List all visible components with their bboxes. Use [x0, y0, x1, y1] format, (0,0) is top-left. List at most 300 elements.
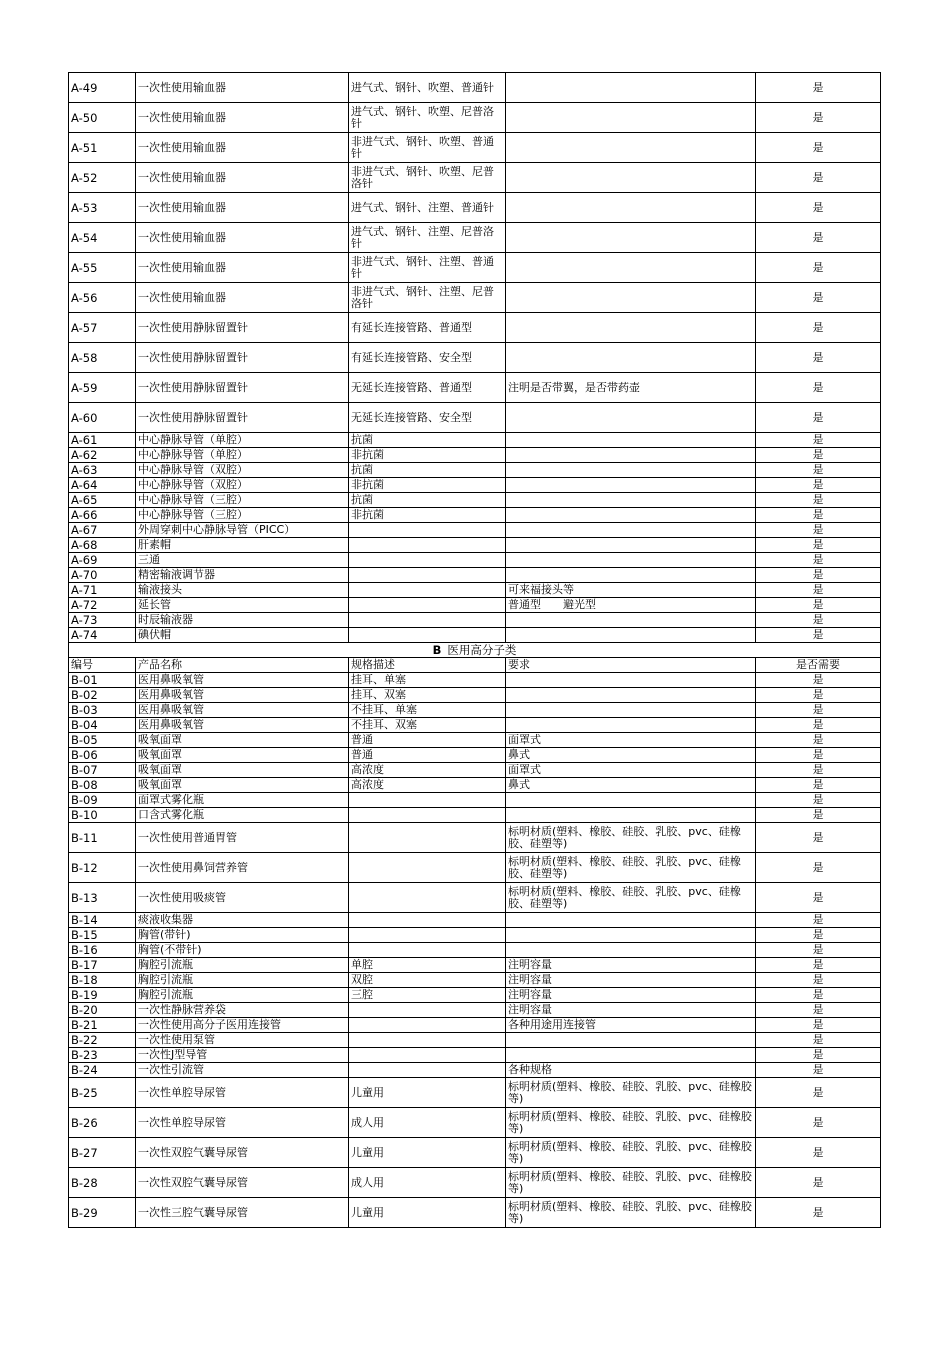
table-row — [69, 538, 881, 553]
row-code: A-69 — [69, 553, 136, 568]
table-row — [69, 343, 881, 373]
row-product-name: 一次性双腔气囊导尿管 — [136, 1168, 349, 1198]
table-row — [69, 253, 881, 283]
row-product-name: 中心静脉导管（三腔） — [136, 493, 349, 508]
row-requirement — [506, 928, 756, 943]
table-row — [69, 448, 881, 463]
row-spec — [349, 943, 506, 958]
section-code: B — [432, 643, 442, 657]
row-spec: 儿童用 — [349, 1138, 506, 1168]
header-req: 要求 — [506, 658, 756, 673]
row-code: A-65 — [69, 493, 136, 508]
table-row — [69, 133, 881, 163]
row-code: A-62 — [69, 448, 136, 463]
row-spec: 双腔 — [349, 973, 506, 988]
row-requirement: 标明材质(塑料、橡胶、硅胶、乳胶、pvc、硅橡胶等) — [506, 1078, 756, 1108]
table-row — [69, 373, 881, 403]
row-code: B-16 — [69, 943, 136, 958]
row-spec: 儿童用 — [349, 1198, 506, 1228]
row-code: B-08 — [69, 778, 136, 793]
table-row — [69, 523, 881, 538]
table-row — [69, 1063, 881, 1078]
row-code: A-58 — [69, 343, 136, 373]
row-needed: 是 — [756, 883, 881, 913]
row-requirement: 注明容量 — [506, 958, 756, 973]
row-requirement: 注明容量 — [506, 973, 756, 988]
table-row — [69, 613, 881, 628]
row-product-name: 输液接头 — [136, 583, 349, 598]
row-spec: 挂耳、双塞 — [349, 688, 506, 703]
table-row — [69, 958, 881, 973]
table-row — [69, 283, 881, 313]
row-spec: 非进气式、钢针、吹塑、尼普洛针 — [349, 163, 506, 193]
row-code: B-03 — [69, 703, 136, 718]
row-needed: 是 — [756, 253, 881, 283]
row-spec: 普通 — [349, 733, 506, 748]
row-needed: 是 — [756, 163, 881, 193]
row-product-name: 中心静脉导管（单腔） — [136, 448, 349, 463]
table-row — [69, 973, 881, 988]
row-code: B-15 — [69, 928, 136, 943]
row-spec: 非进气式、钢针、吹塑、普通针 — [349, 133, 506, 163]
row-product-name: 时辰输液器 — [136, 613, 349, 628]
row-requirement — [506, 403, 756, 433]
row-code: B-25 — [69, 1078, 136, 1108]
header-code: 编号 — [69, 658, 136, 673]
row-requirement: 鼻式 — [506, 748, 756, 763]
row-product-name: 一次性使用吸痰管 — [136, 883, 349, 913]
row-needed: 是 — [756, 538, 881, 553]
table-row — [69, 883, 881, 913]
row-needed: 是 — [756, 613, 881, 628]
row-code: A-59 — [69, 373, 136, 403]
row-code: B-14 — [69, 913, 136, 928]
table-row — [69, 748, 881, 763]
row-requirement — [506, 523, 756, 538]
row-code: A-70 — [69, 568, 136, 583]
row-product-name: 胸腔引流瓶 — [136, 988, 349, 1003]
row-requirement — [506, 568, 756, 583]
row-product-name: 一次性引流管 — [136, 1063, 349, 1078]
header-spec: 规格描述 — [349, 658, 506, 673]
row-requirement — [506, 628, 756, 643]
table-row — [69, 733, 881, 748]
row-product-name: 一次性使用输血器 — [136, 163, 349, 193]
row-needed: 是 — [756, 793, 881, 808]
row-requirement: 标明材质(塑料、橡胶、硅胶、乳胶、pvc、硅橡胶等) — [506, 1138, 756, 1168]
row-spec: 非进气式、钢针、注塑、普通针 — [349, 253, 506, 283]
row-spec — [349, 1033, 506, 1048]
row-code: A-54 — [69, 223, 136, 253]
row-spec — [349, 568, 506, 583]
row-code: B-13 — [69, 883, 136, 913]
row-code: B-18 — [69, 973, 136, 988]
row-code: A-53 — [69, 193, 136, 223]
row-product-name: 胸腔引流瓶 — [136, 958, 349, 973]
row-product-name: 一次性使用普通胃管 — [136, 823, 349, 853]
row-product-name: 吸氧面罩 — [136, 763, 349, 778]
row-code: B-20 — [69, 1003, 136, 1018]
row-spec — [349, 1003, 506, 1018]
row-needed: 是 — [756, 193, 881, 223]
row-product-name: 一次性双腔气囊导尿管 — [136, 1138, 349, 1168]
row-product-name: 医用鼻吸氧管 — [136, 703, 349, 718]
section-row — [69, 643, 881, 658]
table-row — [69, 463, 881, 478]
table-row — [69, 823, 881, 853]
table-row — [69, 568, 881, 583]
row-requirement — [506, 613, 756, 628]
row-spec — [349, 883, 506, 913]
row-needed: 是 — [756, 283, 881, 313]
row-code: B-19 — [69, 988, 136, 1003]
row-code: B-24 — [69, 1063, 136, 1078]
row-needed: 是 — [756, 568, 881, 583]
row-requirement: 可来福接头等 — [506, 583, 756, 598]
row-requirement — [506, 103, 756, 133]
table-row — [69, 553, 881, 568]
row-product-name: 肝素帽 — [136, 538, 349, 553]
row-requirement: 面罩式 — [506, 733, 756, 748]
row-needed: 是 — [756, 1078, 881, 1108]
row-needed: 是 — [756, 553, 881, 568]
row-requirement — [506, 313, 756, 343]
row-code: A-55 — [69, 253, 136, 283]
table-row — [69, 673, 881, 688]
row-spec: 非抗菌 — [349, 448, 506, 463]
section-b-block — [69, 643, 881, 673]
row-product-name: 胸管(带针) — [136, 928, 349, 943]
row-needed: 是 — [756, 853, 881, 883]
row-code: B-21 — [69, 1018, 136, 1033]
row-spec: 抗菌 — [349, 493, 506, 508]
row-product-name: 一次性使用输血器 — [136, 133, 349, 163]
table-row — [69, 943, 881, 958]
row-requirement — [506, 283, 756, 313]
row-needed: 是 — [756, 913, 881, 928]
row-needed: 是 — [756, 1168, 881, 1198]
row-needed: 是 — [756, 673, 881, 688]
row-product-name: 中心静脉导管（双腔） — [136, 478, 349, 493]
row-product-name: 精密输液调节器 — [136, 568, 349, 583]
row-product-name: 一次性使用高分子医用连接管 — [136, 1018, 349, 1033]
row-needed: 是 — [756, 748, 881, 763]
table-row — [69, 478, 881, 493]
row-spec: 不挂耳、双塞 — [349, 718, 506, 733]
row-requirement: 注明容量 — [506, 988, 756, 1003]
row-spec: 进气式、钢针、注塑、尼普洛针 — [349, 223, 506, 253]
row-spec: 成人用 — [349, 1168, 506, 1198]
row-requirement: 面罩式 — [506, 763, 756, 778]
row-product-name: 一次性使用输血器 — [136, 103, 349, 133]
row-product-name: 吸氧面罩 — [136, 748, 349, 763]
row-spec — [349, 613, 506, 628]
row-needed: 是 — [756, 463, 881, 478]
row-product-name: 吸氧面罩 — [136, 733, 349, 748]
row-code: A-49 — [69, 73, 136, 103]
row-needed: 是 — [756, 988, 881, 1003]
table-row — [69, 403, 881, 433]
table-row — [69, 988, 881, 1003]
table-row — [69, 763, 881, 778]
row-requirement — [506, 673, 756, 688]
row-requirement — [506, 448, 756, 463]
row-code: A-64 — [69, 478, 136, 493]
row-needed: 是 — [756, 598, 881, 613]
row-product-name: 一次性使用泵管 — [136, 1033, 349, 1048]
row-spec: 非进气式、钢针、注塑、尼普洛针 — [349, 283, 506, 313]
row-code: B-26 — [69, 1108, 136, 1138]
row-code: B-10 — [69, 808, 136, 823]
row-code: B-06 — [69, 748, 136, 763]
row-requirement: 鼻式 — [506, 778, 756, 793]
row-requirement: 标明材质(塑料、橡胶、硅胶、乳胶、pvc、硅橡胶等) — [506, 1168, 756, 1198]
row-requirement — [506, 808, 756, 823]
row-code: A-73 — [69, 613, 136, 628]
row-needed: 是 — [756, 733, 881, 748]
row-spec — [349, 628, 506, 643]
table-row — [69, 1048, 881, 1063]
row-needed: 是 — [756, 688, 881, 703]
row-needed: 是 — [756, 133, 881, 163]
row-product-name: 一次性使用输血器 — [136, 283, 349, 313]
table-row — [69, 493, 881, 508]
row-requirement: 注明容量 — [506, 1003, 756, 1018]
row-product-name: 三通 — [136, 553, 349, 568]
row-spec: 高浓度 — [349, 778, 506, 793]
row-needed: 是 — [756, 508, 881, 523]
row-spec — [349, 553, 506, 568]
row-spec — [349, 583, 506, 598]
row-code: B-29 — [69, 1198, 136, 1228]
row-code: A-52 — [69, 163, 136, 193]
table-row — [69, 103, 881, 133]
row-requirement — [506, 703, 756, 718]
row-spec: 进气式、钢针、注塑、普通针 — [349, 193, 506, 223]
row-needed: 是 — [756, 373, 881, 403]
row-needed: 是 — [756, 763, 881, 778]
row-needed: 是 — [756, 223, 881, 253]
row-needed: 是 — [756, 1138, 881, 1168]
row-needed: 是 — [756, 1063, 881, 1078]
row-requirement — [506, 1033, 756, 1048]
table-row — [69, 808, 881, 823]
row-requirement — [506, 253, 756, 283]
row-requirement: 普通型 避光型 — [506, 598, 756, 613]
row-requirement — [506, 793, 756, 808]
row-spec: 不挂耳、单塞 — [349, 703, 506, 718]
row-requirement — [506, 193, 756, 223]
row-code: B-28 — [69, 1168, 136, 1198]
product-table — [68, 72, 881, 1228]
row-needed: 是 — [756, 808, 881, 823]
row-needed: 是 — [756, 433, 881, 448]
row-spec — [349, 823, 506, 853]
row-needed: 是 — [756, 1048, 881, 1063]
header-needed: 是否需要 — [756, 658, 881, 673]
row-requirement — [506, 688, 756, 703]
table-row — [69, 583, 881, 598]
row-code: A-71 — [69, 583, 136, 598]
row-product-name: 一次性使用静脉留置针 — [136, 343, 349, 373]
row-needed: 是 — [756, 1003, 881, 1018]
table-row — [69, 793, 881, 808]
row-spec: 成人用 — [349, 1108, 506, 1138]
row-spec — [349, 538, 506, 553]
row-code: B-23 — [69, 1048, 136, 1063]
row-spec: 三腔 — [349, 988, 506, 1003]
row-product-name: 一次性使用静脉留置针 — [136, 403, 349, 433]
row-requirement: 注明是否带翼，是否带药壶 — [506, 373, 756, 403]
header-name: 产品名称 — [136, 658, 349, 673]
row-product-name: 吸氧面罩 — [136, 778, 349, 793]
row-requirement — [506, 718, 756, 733]
row-code: A-50 — [69, 103, 136, 133]
row-spec — [349, 523, 506, 538]
row-product-name: 口含式雾化瓶 — [136, 808, 349, 823]
header-row — [69, 658, 881, 673]
row-needed: 是 — [756, 823, 881, 853]
row-requirement: 标明材质(塑料、橡胶、硅胶、乳胶、pvc、硅橡胶、硅塑等) — [506, 853, 756, 883]
section-title: 医用高分子类 — [447, 643, 517, 657]
row-spec: 挂耳、单塞 — [349, 673, 506, 688]
row-spec: 有延长连接管路、普通型 — [349, 313, 506, 343]
table-row — [69, 1078, 881, 1108]
row-product-name: 医用鼻吸氧管 — [136, 673, 349, 688]
row-needed: 是 — [756, 718, 881, 733]
table-row — [69, 223, 881, 253]
row-spec: 进气式、钢针、吹塑、尼普洛针 — [349, 103, 506, 133]
row-product-name: 一次性静脉营养袋 — [136, 1003, 349, 1018]
row-needed: 是 — [756, 1033, 881, 1048]
row-code: A-72 — [69, 598, 136, 613]
row-requirement — [506, 163, 756, 193]
table-row — [69, 1138, 881, 1168]
row-requirement — [506, 433, 756, 448]
table-row — [69, 1003, 881, 1018]
row-product-name: 一次性三腔气囊导尿管 — [136, 1198, 349, 1228]
row-product-name: 一次性单腔导尿管 — [136, 1108, 349, 1138]
row-spec: 非抗菌 — [349, 478, 506, 493]
row-needed: 是 — [756, 973, 881, 988]
table-row — [69, 718, 881, 733]
row-product-name: 医用鼻吸氧管 — [136, 718, 349, 733]
table-row — [69, 1033, 881, 1048]
row-spec: 无延长连接管路、普通型 — [349, 373, 506, 403]
row-code: B-02 — [69, 688, 136, 703]
table-row — [69, 1168, 881, 1198]
row-product-name: 一次性使用输血器 — [136, 193, 349, 223]
row-product-name: 医用鼻吸氧管 — [136, 688, 349, 703]
row-spec — [349, 928, 506, 943]
row-spec: 进气式、钢针、吹塑、普通针 — [349, 73, 506, 103]
row-needed: 是 — [756, 343, 881, 373]
table-row — [69, 163, 881, 193]
row-requirement — [506, 463, 756, 478]
row-spec — [349, 1018, 506, 1033]
row-product-name: 面罩式雾化瓶 — [136, 793, 349, 808]
section-title-cell — [69, 643, 881, 658]
row-spec: 抗菌 — [349, 433, 506, 448]
row-product-name: 中心静脉导管（三腔） — [136, 508, 349, 523]
row-spec: 儿童用 — [349, 1078, 506, 1108]
row-product-name: 胸管(不带针) — [136, 943, 349, 958]
table-row — [69, 433, 881, 448]
row-code: A-60 — [69, 403, 136, 433]
table-row — [69, 928, 881, 943]
row-needed: 是 — [756, 703, 881, 718]
row-needed: 是 — [756, 628, 881, 643]
row-code: B-11 — [69, 823, 136, 853]
row-requirement — [506, 538, 756, 553]
table-row — [69, 1198, 881, 1228]
row-requirement — [506, 223, 756, 253]
row-product-name: 碘伏帽 — [136, 628, 349, 643]
row-product-name: 痰液收集器 — [136, 913, 349, 928]
row-needed: 是 — [756, 523, 881, 538]
row-needed: 是 — [756, 1198, 881, 1228]
row-needed: 是 — [756, 928, 881, 943]
table-row — [69, 703, 881, 718]
row-needed: 是 — [756, 313, 881, 343]
row-requirement: 各种规格 — [506, 1063, 756, 1078]
row-product-name: 一次性J型导管 — [136, 1048, 349, 1063]
row-code: A-61 — [69, 433, 136, 448]
row-needed: 是 — [756, 583, 881, 598]
row-product-name: 一次性使用静脉留置针 — [136, 373, 349, 403]
table-row — [69, 313, 881, 343]
row-requirement: 标明材质(塑料、橡胶、硅胶、乳胶、pvc、硅橡胶、硅塑等) — [506, 823, 756, 853]
row-code: B-07 — [69, 763, 136, 778]
row-spec — [349, 793, 506, 808]
row-needed: 是 — [756, 493, 881, 508]
row-code: B-27 — [69, 1138, 136, 1168]
row-spec: 单腔 — [349, 958, 506, 973]
row-code: B-22 — [69, 1033, 136, 1048]
row-requirement: 标明材质(塑料、橡胶、硅胶、乳胶、pvc、硅橡胶等) — [506, 1198, 756, 1228]
table-row — [69, 913, 881, 928]
row-requirement: 标明材质(塑料、橡胶、硅胶、乳胶、pvc、硅橡胶等) — [506, 1108, 756, 1138]
row-code: A-68 — [69, 538, 136, 553]
row-requirement: 各种用途用连接管 — [506, 1018, 756, 1033]
row-needed: 是 — [756, 448, 881, 463]
row-spec: 抗菌 — [349, 463, 506, 478]
row-spec — [349, 1048, 506, 1063]
row-product-name: 外周穿刺中心静脉导管（PICC） — [136, 523, 349, 538]
row-product-name: 中心静脉导管（双腔） — [136, 463, 349, 478]
table-row — [69, 598, 881, 613]
row-code: A-67 — [69, 523, 136, 538]
row-spec: 高浓度 — [349, 763, 506, 778]
row-requirement — [506, 493, 756, 508]
row-spec: 有延长连接管路、安全型 — [349, 343, 506, 373]
row-code: A-63 — [69, 463, 136, 478]
row-product-name: 一次性使用静脉留置针 — [136, 313, 349, 343]
row-requirement — [506, 943, 756, 958]
row-code: B-04 — [69, 718, 136, 733]
row-needed: 是 — [756, 1108, 881, 1138]
row-product-name: 一次性使用输血器 — [136, 223, 349, 253]
row-needed: 是 — [756, 103, 881, 133]
row-needed: 是 — [756, 958, 881, 973]
row-requirement — [506, 508, 756, 523]
row-product-name: 一次性单腔导尿管 — [136, 1078, 349, 1108]
row-requirement — [506, 133, 756, 163]
row-code: B-09 — [69, 793, 136, 808]
group-a-rows — [69, 73, 881, 643]
table-row — [69, 628, 881, 643]
row-needed: 是 — [756, 403, 881, 433]
